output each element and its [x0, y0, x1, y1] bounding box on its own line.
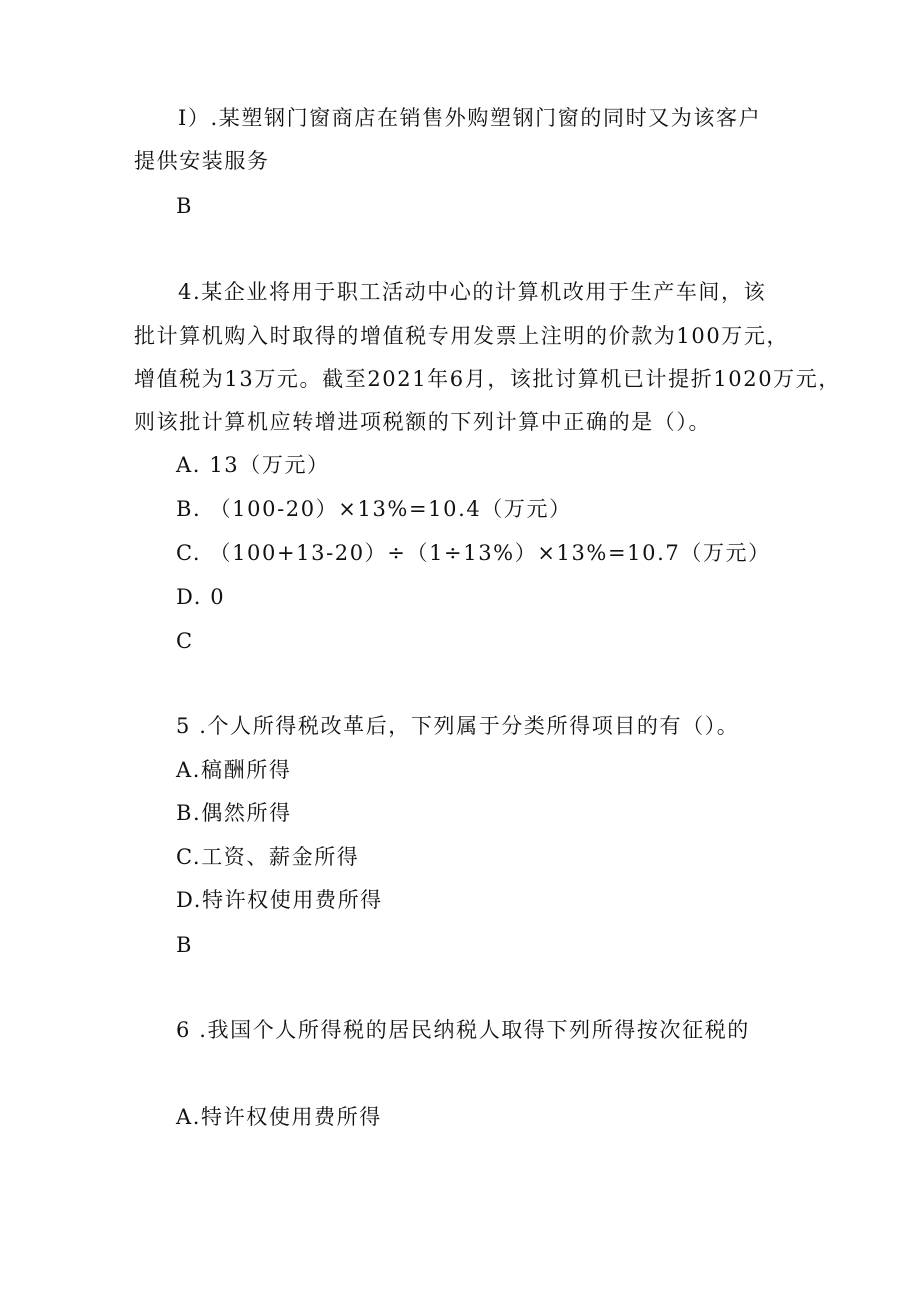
q4-stem-line2: 批计算机购入时取得的增值税专用发票上注明的价款为100万元， [134, 324, 790, 348]
q5-option-d: D.特许权使用费所得 [176, 888, 383, 912]
q5-option-b: B.偶然所得 [176, 801, 292, 825]
q3-answer: B [176, 194, 194, 218]
q5-stem: 5 .个人所得税改革后，下列属于分类所得项目的有（）。 [176, 714, 740, 738]
q4-option-d: D. 0 [176, 585, 226, 609]
q5-option-a: A.稿酬所得 [176, 758, 292, 782]
q5-option-c: C.工资、薪金所得 [176, 845, 360, 869]
q4-stem-line1: 4.某企业将用于职工活动中心的计算机改用于生产车间，该 [178, 280, 767, 304]
q4-stem-line3: 增值税为13万元。截至2021年6月，该批讨算机已计提折1020万元， [134, 367, 841, 391]
q3-item-d-line1: I）.某塑钢门窗商店在销售外购塑钢门窗的同时又为该客户 [178, 106, 762, 130]
q4-answer: C [176, 629, 194, 653]
q5-answer: B [176, 933, 194, 957]
q6-option-a: A.特许权使用费所得 [176, 1105, 382, 1129]
q4-option-b: B. （100-20）×13%=10.4（万元） [176, 497, 572, 521]
q4-option-a: A. 13（万元） [176, 453, 330, 477]
q6-stem: 6 .我国个人所得税的居民纳税人取得下列所得按次征税的 [176, 1018, 750, 1042]
q4-option-c: C. （100+13-20）÷（1÷13%）×13%=10.7（万元） [176, 541, 771, 565]
q4-stem-line4: 则该批计算机应转增进项税额的下列计算中正确的是（）。 [134, 410, 712, 434]
q3-item-d-line2: 提供安装服务 [134, 149, 270, 173]
